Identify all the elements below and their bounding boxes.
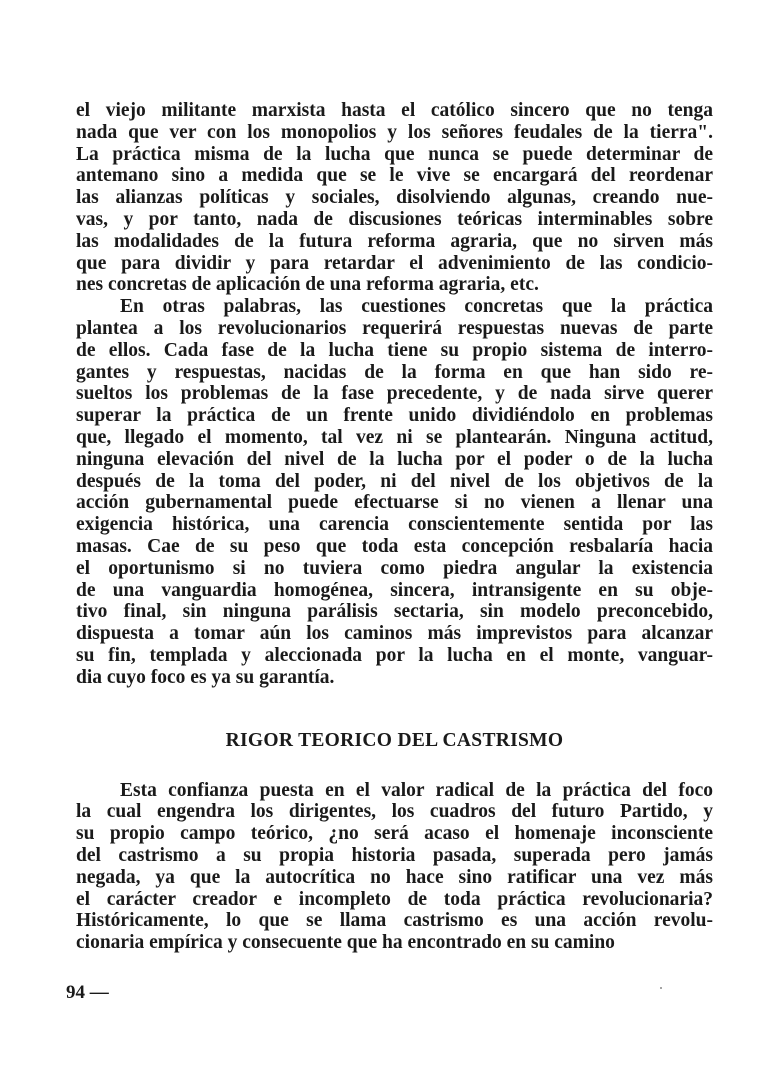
text-line: su propio campo teórico, ¿no será acaso el homenaje inconsciente [76, 823, 713, 845]
text-line: superar la práctica de un frente unido dividiéndolo en problemas [76, 405, 713, 427]
page-number: 94 — [66, 982, 109, 1003]
text-line: La práctica misma de la lucha que nunca se puede determinar de [76, 143, 713, 165]
text-line: el viejo militante marxista hasta el católico sincero que no tenga [76, 100, 713, 121]
text-line: acción gubernamental puede efectuarse si no vienen a llenar una [76, 492, 713, 514]
text-line: el oportunismo si no tuviera como piedra angular la existencia [76, 557, 713, 579]
text-line: las alianzas políticas y sociales, disolviendo algunas, creando nue- [76, 187, 713, 209]
text-line: la cual engendra los dirigentes, los cuadros del futuro Partido, y [76, 801, 713, 823]
paragraph-3 [76, 780, 713, 954]
text-line: del castrismo a su propia historia pasada, superada pero jamás [76, 844, 713, 866]
text-line: de una vanguardia homogénea, sincera, intransigente en su obje- [76, 579, 713, 601]
text-line: cionaria empírica y consecuente que ha encontrado en su camino [76, 932, 615, 954]
text-line: que, llegado el momento, tal vez ni se plantearán. Ninguna actitud, [76, 426, 713, 448]
text-line: masas. Cae de su peso que toda esta concepción resbalaría hacia [76, 535, 713, 557]
text-line: exigencia histórica, una carencia conscientemente sentida por las [76, 514, 713, 536]
text-line: plantea a los revolucionarios requerirá respuestas nuevas de parte [76, 317, 713, 339]
text-line: En otras palabras, las cuestiones concretas que la práctica [120, 296, 713, 318]
text-line: antemano sino a medida que se le vive se encargará del reordenar [76, 165, 713, 187]
paragraph-1 [76, 100, 713, 296]
text-line: dispuesta a tomar aún los caminos más imprevistos para alcanzar [76, 623, 713, 645]
text-line: nada que ver con los monopolios y los señores feudales de la tierra". [76, 121, 713, 143]
text-line: que para dividir y para retardar el advenimiento de las condicio- [76, 252, 713, 274]
text-line: tivo final, sin ninguna parálisis sectaria, sin modelo preconcebido, [76, 601, 713, 623]
text-line: nes concretas de aplicación de una reforma agraria, etc. [76, 274, 539, 296]
text-line: después de la toma del poder, ni del nivel de los objetivos de la [76, 470, 713, 492]
text-line: Esta confianza puesta en el valor radical de la práctica del foco [120, 779, 713, 801]
text-line: ninguna elevación del nivel de la lucha por el poder o de la lucha [76, 448, 713, 470]
text-line: gantes y respuestas, nacidas de la forma en que han sido re- [76, 361, 713, 383]
paragraph-2 [76, 296, 713, 688]
print-speck [660, 987, 662, 989]
text-line: de ellos. Cada fase de la lucha tiene su propio sistema de interro- [76, 339, 713, 361]
page-body [76, 100, 713, 954]
text-line: el carácter creador e incompleto de toda práctica revolucionaria? [76, 888, 713, 910]
text-line: las modalidades de la futura reforma agraria, que no sirven más [76, 230, 713, 252]
section-heading: RIGOR TEORICO DEL CASTRISMO [225, 729, 564, 751]
text-line: negada, ya que la autocrítica no hace sino ratificar una vez más [76, 866, 713, 888]
text-line: Históricamente, lo que se llama castrismo es una acción revolu- [76, 910, 713, 932]
text-line: dia cuyo foco es ya su garantía. [76, 666, 335, 688]
text-line: sueltos los problemas de la fase precedente, y de nada sirve querer [76, 383, 713, 405]
text-line: su fin, templada y aleccionada por la lucha en el monte, vanguar- [76, 644, 713, 666]
text-line: vas, y por tanto, nada de discusiones teóricas interminables sobre [76, 208, 713, 230]
